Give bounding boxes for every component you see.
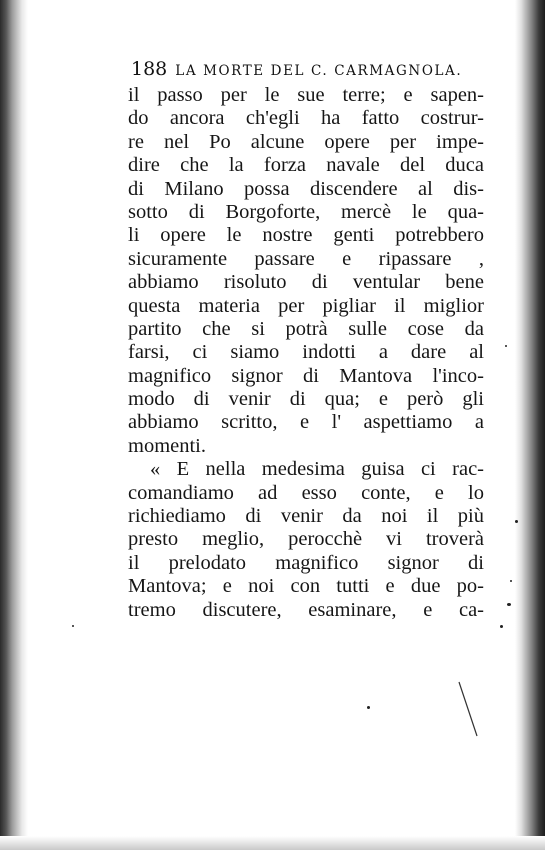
page-edge-right xyxy=(515,0,545,850)
text-line: modo di venir di qua; e però gli xyxy=(128,388,484,411)
scan-speck xyxy=(500,625,503,628)
scan-speck xyxy=(515,520,518,523)
scan-speck xyxy=(72,625,74,627)
scan-speck xyxy=(510,580,512,582)
scan-speck xyxy=(507,603,511,606)
text-line: farsi, ci siamo indotti a dare al xyxy=(128,341,484,364)
text-line: presto meglio, perocchè vi troverà xyxy=(128,528,484,551)
text-line: di Milano possa discendere al dis- xyxy=(128,177,484,200)
scan-speck xyxy=(367,706,370,709)
text-line: li opere le nostre genti potrebbero xyxy=(128,224,484,247)
page-binding-edge-left xyxy=(0,0,28,850)
text-line: abbiamo risoluto di ventular bene xyxy=(128,271,484,294)
text-line: Mantova; e noi con tutti e due po- xyxy=(128,575,484,598)
body-text xyxy=(128,84,484,622)
text-line: do ancora ch'egli ha fatto costrur- xyxy=(128,107,484,130)
text-line: « E nella medesima guisa ci rac- xyxy=(150,458,484,481)
page-number: 188 xyxy=(131,58,168,80)
text-line: questa materia per pigliar il miglior xyxy=(128,294,484,317)
running-head xyxy=(131,58,491,80)
text-line: sicuramente passare e ripassare , xyxy=(128,247,484,270)
text-line: dire che la forza navale del duca xyxy=(128,154,484,177)
text-line: momenti. xyxy=(128,434,207,457)
text-line: partito che si potrà sulle cose da xyxy=(128,317,484,340)
running-head-title: LA MORTE DEL C. CARMAGNOLA. xyxy=(175,63,463,79)
text-line: re nel Po alcune opere per impe- xyxy=(128,130,484,153)
scan-scratch xyxy=(455,680,485,740)
text-line: il passo per le sue terre; e sapen- xyxy=(128,84,484,106)
scan-speck xyxy=(505,345,507,347)
text-line: sotto di Borgoforte, mercè le qua- xyxy=(128,200,484,223)
text-line: richiediamo di venir da noi il più xyxy=(128,505,484,528)
text-line: abbiamo scritto, e l' aspettiamo a xyxy=(128,411,484,434)
page-edge-bottom xyxy=(0,836,545,850)
text-line: comandiamo ad esso conte, e lo xyxy=(128,481,484,504)
text-line: tremo discutere, esaminare, e ca- xyxy=(128,598,484,621)
text-line: magnifico signor di Mantova l'inco- xyxy=(128,364,484,387)
text-line: il prelodato magnifico signor di xyxy=(128,551,484,574)
